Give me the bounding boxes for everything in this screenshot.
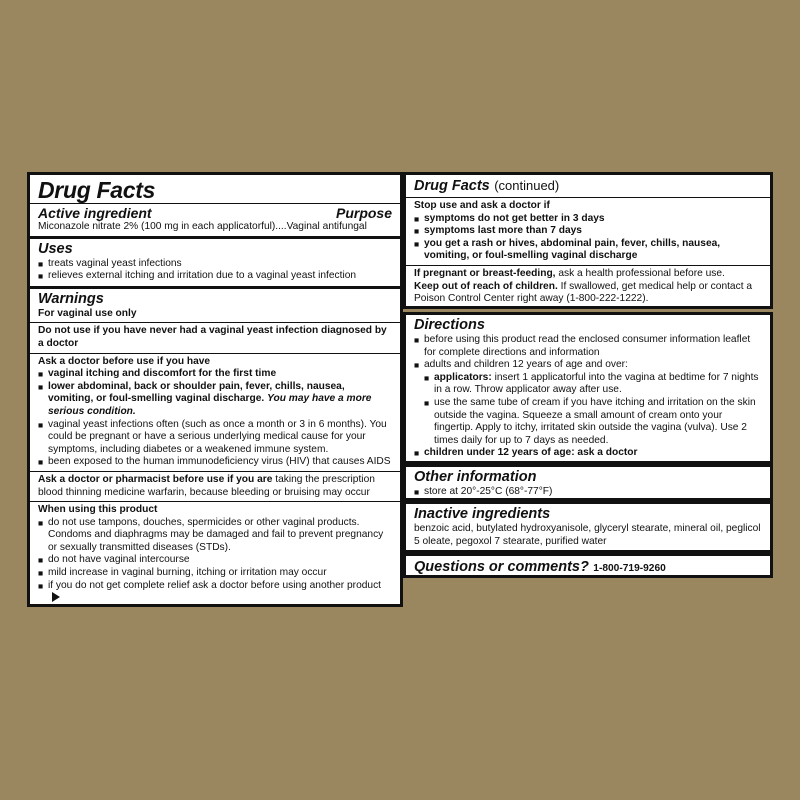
active-ingredient-line: Miconazole nitrate 2% (100 mg in each applicatorful)....Vaginal antifungal <box>38 221 367 232</box>
inactive-ingredients-section <box>403 501 773 553</box>
do-not-use-warning: Do not use if you have never had a vaginal yeast infection diagnosed by a doctor <box>38 325 387 349</box>
bullet-square-icon: ■ <box>38 381 44 392</box>
bullet-square-icon: ■ <box>38 369 44 380</box>
list-item: ■ store at 20°-25°C (68°-77°F) <box>414 486 553 497</box>
directions-heading: Directions <box>414 317 485 333</box>
bullet-square-icon: ■ <box>424 397 430 408</box>
continue-arrow-icon <box>52 592 60 602</box>
bullet-square-icon: ■ <box>414 487 420 497</box>
keep-out-warning: Keep out of reach of children. If swallowed, get medical help or contact a Poison Control Center right away (1-800-222-1222). <box>414 280 753 305</box>
other-information-heading: Other information <box>414 469 537 485</box>
ask-doctor-heading: Ask a doctor before use if you have <box>38 355 211 367</box>
bullet-square-icon: ■ <box>414 335 420 345</box>
bullet-square-icon: ■ <box>38 517 44 528</box>
inactive-ingredients-heading: Inactive ingredients <box>414 506 551 522</box>
bullet-square-icon: ■ <box>38 271 44 282</box>
warnings-heading: Warnings <box>38 290 104 307</box>
active-ingredient-heading: Active ingredient <box>38 205 152 221</box>
bullet-square-icon: ■ <box>38 419 44 430</box>
pregnant-warning: If pregnant or breast-feeding, ask a health professional before use. <box>414 267 725 279</box>
drug-facts-continued-title: Drug Facts <box>414 178 490 194</box>
bullet-square-icon: ■ <box>414 238 420 249</box>
inactive-ingredients-text: benzoic acid, butylated hydroxyanisole, glyceryl stearate, mineral oil, peglicol 5 oleate, pegoxol 7 stearate, purified water <box>414 523 761 547</box>
list-item: ■ do not have vaginal intercourse <box>38 554 190 566</box>
list-item: ■ do not use tampons, douches, spermicides or other vaginal products. Condoms and diaphragms may be damaged and fail to prevent pregnancy or sexually transmitted diseases (STDs). <box>38 516 384 553</box>
drug-facts-left-panel <box>27 172 403 607</box>
list-item: ■ lower abdominal, back or shoulder pain, fever, chills, nausea, vomiting, or foul-smelling vaginal discharge. You may have a more serious condition. <box>38 380 372 417</box>
list-item: ■ symptoms last more than 7 days <box>414 225 582 237</box>
bullet-square-icon: ■ <box>414 448 420 459</box>
uses-heading: Uses <box>38 240 73 257</box>
warnings-section <box>30 289 400 608</box>
when-using-heading: When using this product <box>38 504 158 516</box>
list-item: ■ vaginal yeast infections often (such as once a month or 3 in 6 months). You could be pregnant or have a serious underlying medical cause for your symptoms, including diabetes or a weakened immune system. <box>38 418 387 455</box>
pharmacist-warning: Ask a doctor or pharmacist before use if you are taking the prescription blood thinning medicine warfarin, because bleeding or bruising may occur <box>38 473 375 498</box>
list-item: ■ mild increase in vaginal burning, itching or irritation may occur <box>38 567 327 579</box>
purpose-heading: Purpose <box>335 205 392 221</box>
continued-label: (continued) <box>494 178 560 193</box>
uses-section <box>30 239 400 289</box>
bullet-square-icon: ■ <box>424 372 430 383</box>
list-item: ■ children under 12 years of age: ask a doctor <box>414 447 638 459</box>
bullet-square-icon: ■ <box>38 457 44 468</box>
title-section <box>30 175 400 239</box>
list-item: ■ use the same tube of cream if you have itching and irritation on the skin outside the vagina. Squeeze a small amount of cream onto your fingertip. Apply to itchy, irritated skin outside the vagina (vulva). Use 2 times daily for up to 7 days as needed. <box>424 396 756 446</box>
questions-phone[interactable]: 1-800-719-9260 <box>593 563 666 574</box>
list-item: ■ before using this product read the enclosed consumer information leaflet for complete directions and information <box>414 334 751 358</box>
bullet-square-icon: ■ <box>38 568 44 579</box>
drug-facts-title: Drug Facts <box>38 177 156 203</box>
bullet-square-icon: ■ <box>414 226 420 237</box>
vaginal-use-only: For vaginal use only <box>38 307 137 319</box>
bullet-square-icon: ■ <box>38 258 44 269</box>
list-item: ■ relieves external itching and irritation due to a vaginal yeast infection <box>38 270 357 282</box>
list-item: ■ you get a rash or hives, abdominal pain, fever, chills, nausea, vomiting, or foul-smelling vaginal discharge <box>414 237 721 262</box>
list-item: ■ applicators: insert 1 applicatorful into the vagina at bedtime for 7 nights in a row. Throw applicator away after use. <box>424 371 759 396</box>
bullet-square-icon: ■ <box>38 580 44 591</box>
bullet-square-icon: ■ <box>414 360 420 371</box>
bullet-square-icon: ■ <box>38 555 44 566</box>
list-item: ■ been exposed to the human immunodeficiency virus (HIV) that causes AIDS <box>38 456 391 468</box>
list-item: ■ if you do not get complete relief ask a doctor before using another product <box>38 580 392 606</box>
questions-heading: Questions or comments? <box>414 559 589 575</box>
other-information-section <box>403 464 773 501</box>
list-item: ■ symptoms do not get better in 3 days <box>414 212 605 224</box>
stop-use-heading: Stop use and ask a doctor if <box>414 200 550 211</box>
bullet-square-icon: ■ <box>414 213 420 224</box>
directions-section <box>403 312 773 464</box>
list-item: ■ treats vaginal yeast infections <box>38 257 182 269</box>
list-item: ■ adults and children 12 years of age and over: <box>414 359 628 371</box>
list-item: ■ vaginal itching and discomfort for the first time <box>38 368 277 380</box>
drug-facts-continued-panel <box>403 172 773 309</box>
questions-section <box>403 553 773 578</box>
